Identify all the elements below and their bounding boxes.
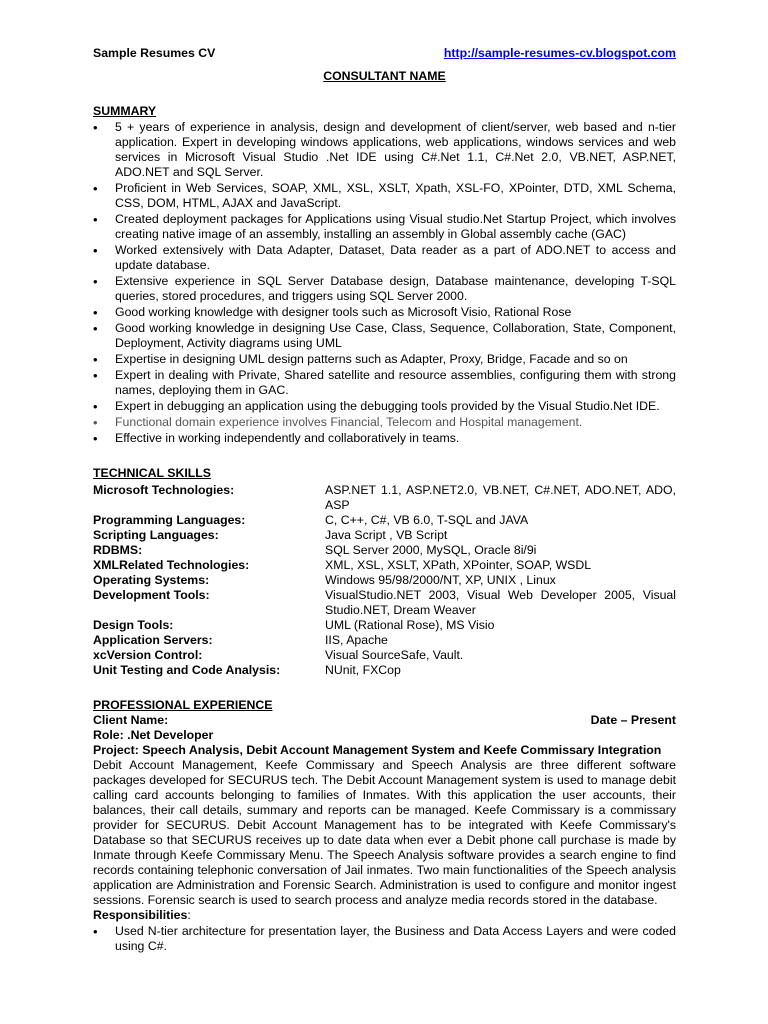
consultant-name-title: CONSULTANT NAME	[323, 69, 446, 83]
summary-item: • Created deployment packages for Applications using Visual studio.Net Startup Project, which involves creating native image of an assembly, installing an assembly in Global assembly cache (GAC)	[93, 212, 676, 242]
skills-row	[93, 663, 676, 678]
skill-label: Unit Testing and Code Analysis:	[93, 663, 281, 677]
experience-heading: PROFESSIONAL EXPERIENCE	[93, 698, 273, 712]
resume-page	[93, 46, 676, 954]
skill-label: Microsoft Technologies:	[93, 483, 235, 497]
header-site-name: Sample Resumes CV	[93, 46, 216, 60]
skill-label: xcVersion Control:	[93, 648, 203, 662]
skills-row	[93, 618, 676, 633]
summary-list	[93, 120, 676, 446]
responsibility-item: • Used N-tier architecture for presentation layer, the Business and Data Access Layers and were coded using C#.	[93, 924, 676, 954]
date-range: Date – Present	[590, 713, 676, 727]
summary-item: • Worked extensively with Data Adapter, Dataset, Data reader as a part of ADO.NET to access and update database.	[93, 243, 676, 273]
page-header	[93, 46, 676, 61]
responsibilities-heading	[93, 908, 676, 923]
summary-item: • Functional domain experience involves Financial, Telecom and Hospital management.	[93, 415, 676, 430]
responsibilities-label: Responsibilities	[93, 908, 188, 922]
skill-value: ASP.NET 1.1, ASP.NET2.0, VB.NET, C#.NET, ADO.NET, ADO, ASP	[325, 483, 676, 512]
skills-row	[93, 513, 676, 528]
skill-label: Application Servers:	[93, 633, 213, 647]
summary-heading: SUMMARY	[93, 104, 157, 118]
summary-item: • Extensive experience in SQL Server Database design, Database maintenance, developing T-SQL queries, stored procedures, and triggers using SQL Server 2000.	[93, 274, 676, 304]
skill-label: Scripting Languages:	[93, 528, 219, 542]
skill-label: Design Tools:	[93, 618, 174, 632]
skills-row	[93, 483, 676, 513]
responsibilities-list	[93, 924, 676, 954]
skill-label: Programming Languages:	[93, 513, 246, 527]
skill-value: Windows 95/98/2000/NT, XP, UNIX , Linux	[325, 573, 556, 587]
summary-item: • Good working knowledge with designer tools such as Microsoft Visio, Rational Rose	[93, 305, 676, 320]
skill-value: SQL Server 2000, MySQL, Oracle 8i/9i	[325, 543, 537, 557]
skill-label: RDBMS:	[93, 543, 143, 557]
skill-value: VisualStudio.NET 2003, Visual Web Developer 2005, Visual Studio.NET, Dream Weaver	[325, 588, 676, 617]
summary-item: • Expert in dealing with Private, Shared satellite and resource assemblies, configuring them with strong names, deploying them in GAC.	[93, 368, 676, 398]
summary-item: • Expert in debugging an application using the debugging tools provided by the Visual Studio.Net IDE.	[93, 399, 676, 414]
summary-item: • Good working knowledge in designing Use Case, Class, Sequence, Collaboration, State, Component, Deployment, Activity diagrams using UML	[93, 321, 676, 351]
client-name-label: Client Name:	[93, 713, 169, 727]
summary-item: • Effective in working independently and collaboratively in teams.	[93, 431, 676, 446]
skills-row	[93, 543, 676, 558]
project-description: Debit Account Management, Keefe Commissary and Speech Analysis are three different software packages developed for SECURUS tech. The Debit Account Management system is used to manage debit calling card accounts belonging to families of Inmates. With this application the user accounts, their balances, their call details, summary and reports can be managed. Keefe Commissary is a commissary provider for SECURUS. Debit Account Management has to be integrated with Keefe Commissary's Database so that SECURUS receives up to date data when ever a Debit phone call purchase is made by Inmate through Keefe Commissary Menu. The Speech Analysis software provides a search engine to find records containing telephonic conversation of Jail inmates. Two main functionalities of the Speech analysis application are Administration and Forensic Search. Administration is used to configure and monitor ingest sessions. Forensic search is used to search process and analyze media records stored in the database.	[93, 758, 676, 907]
skill-value: Visual SourceSafe, Vault.	[325, 648, 464, 662]
technical-skills-heading: TECHNICAL SKILLS	[93, 466, 211, 480]
skill-value: C, C++, C#, VB 6.0, T-SQL and JAVA	[325, 513, 529, 527]
skills-row	[93, 573, 676, 588]
skill-label: Development Tools:	[93, 588, 210, 602]
skill-label: XMLRelated Technologies:	[93, 558, 250, 572]
skill-label: Operating Systems:	[93, 573, 210, 587]
skill-value: UML (Rational Rose), MS Visio	[325, 618, 495, 632]
responsibilities-colon: :	[187, 908, 191, 922]
summary-item: • 5 + years of experience in analysis, design and development of client/server, web based and n-tier application. Expert in developing windows applications, web applications, windows services and web services in Microsoft Visual Studio .Net IDE using C#.Net 1.1, C#.Net 2.0, VB.NET, ASP.NET, ADO.NET and SQL Server.	[93, 120, 676, 180]
skills-row	[93, 558, 676, 573]
header-link[interactable]: http://sample-resumes-cv.blogspot.com	[443, 46, 676, 60]
summary-item: • Proficient in Web Services, SOAP, XML, XSL, XSLT, Xpath, XSL-FO, XPointer, DTD, XML Schema, CSS, DOM, HTML, AJAX and JavaScript.	[93, 181, 676, 211]
skills-table	[93, 483, 676, 678]
skills-row	[93, 648, 676, 663]
role-line: Role: .Net Developer	[93, 728, 214, 742]
skill-value: XML, XSL, XSLT, XPath, XPointer, SOAP, WSDL	[325, 558, 592, 572]
skills-row	[93, 528, 676, 543]
skills-row	[93, 633, 676, 648]
skills-row	[93, 588, 676, 618]
skill-value: NUnit, FXCop	[325, 663, 401, 677]
skill-value: Java Script , VB Script	[325, 528, 448, 542]
summary-item: • Expertise in designing UML design patterns such as Adapter, Proxy, Bridge, Facade and so on	[93, 352, 676, 367]
client-line	[93, 713, 676, 728]
project-line: Project: Speech Analysis, Debit Account Management System and Keefe Commissary Integration	[93, 743, 662, 757]
skill-value: IIS, Apache	[325, 633, 388, 647]
